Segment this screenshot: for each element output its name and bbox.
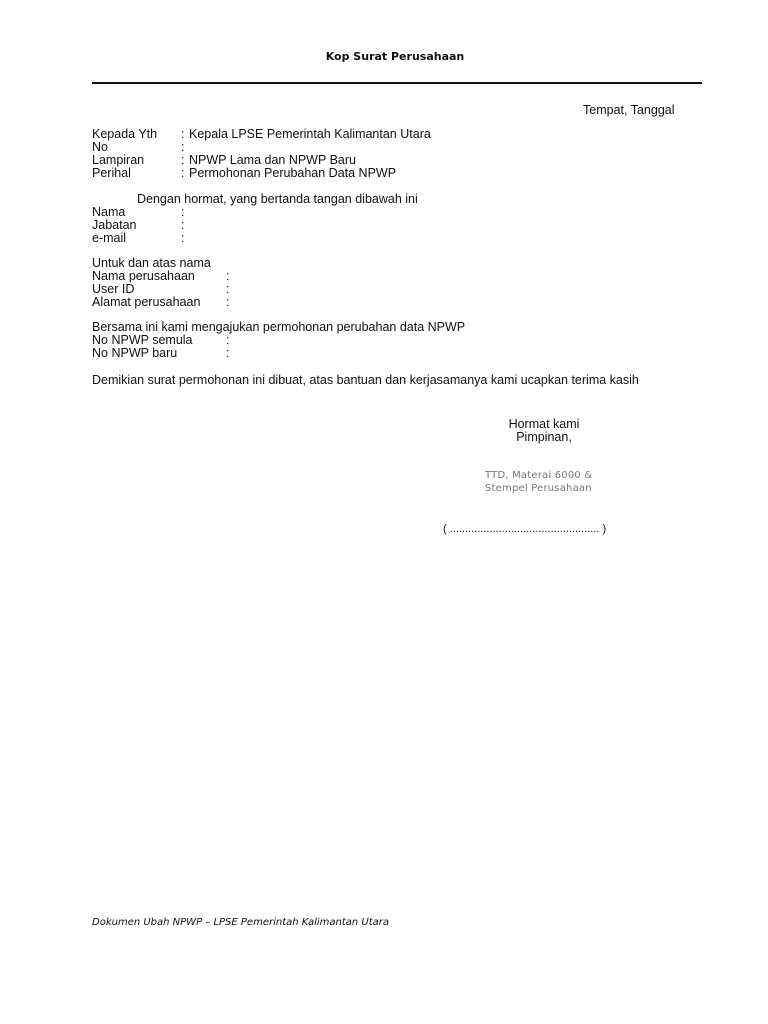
field-label: Lampiran: [92, 153, 145, 167]
field-separator: :: [181, 140, 185, 154]
field-separator: :: [181, 205, 185, 219]
on-behalf-intro: Untuk dan atas nama: [92, 256, 211, 270]
page-footer: Dokumen Ubah NPWP – LPSE Pemerintah Kalimantan Utara: [92, 917, 390, 928]
letterhead-title: Kop Surat Perusahaan: [325, 50, 465, 63]
field-label: Jabatan: [92, 218, 137, 232]
field-value: Kepala LPSE Pemerintah Kalimantan Utara: [189, 127, 431, 141]
stamp-note-line: Stempel Perusahaan: [485, 483, 592, 494]
field-separator: :: [226, 282, 230, 296]
greeting-line: Dengan hormat, yang bertanda tangan dibawah ini: [137, 192, 418, 206]
request-intro: Bersama ini kami mengajukan permohonan perubahan data NPWP: [92, 320, 466, 334]
field-separator: :: [226, 333, 230, 347]
stamp-note-line: TTD, Materai 6000 &: [485, 470, 593, 481]
field-separator: :: [226, 269, 230, 283]
field-label: Kepada Yth: [92, 127, 158, 141]
field-label: User ID: [92, 282, 135, 296]
field-label: No: [92, 140, 108, 154]
signer-role: Pimpinan,: [516, 430, 572, 444]
field-label: No NPWP semula: [92, 333, 193, 347]
field-separator: :: [226, 295, 230, 309]
field-separator: :: [181, 231, 185, 245]
field-label: Nama perusahaan: [92, 269, 195, 283]
closing-sentence: Demikian surat permohonan ini dibuat, atas bantuan dan kerjasamanya kami ucapkan terima kasih: [92, 373, 639, 387]
field-value: NPWP Lama dan NPWP Baru: [189, 153, 356, 167]
field-separator: :: [181, 153, 185, 167]
field-label: e-mail: [92, 231, 127, 245]
field-separator: :: [226, 346, 230, 360]
field-value: Permohonan Perubahan Data NPWP: [189, 166, 397, 180]
signature-name-placeholder: ( ................................................. ): [443, 523, 607, 535]
field-label: Alamat perusahaan: [92, 295, 201, 309]
regards-text: Hormat kami: [508, 417, 580, 431]
field-separator: :: [181, 127, 185, 141]
field-label: Nama: [92, 205, 126, 219]
field-separator: :: [181, 166, 185, 180]
field-label: No NPWP baru: [92, 346, 178, 360]
place-date: Tempat, Tanggal: [583, 103, 675, 117]
field-label: Perihal: [92, 166, 131, 180]
field-separator: :: [181, 218, 185, 232]
letterhead-divider: [92, 82, 702, 84]
stamp-note: [485, 469, 592, 495]
